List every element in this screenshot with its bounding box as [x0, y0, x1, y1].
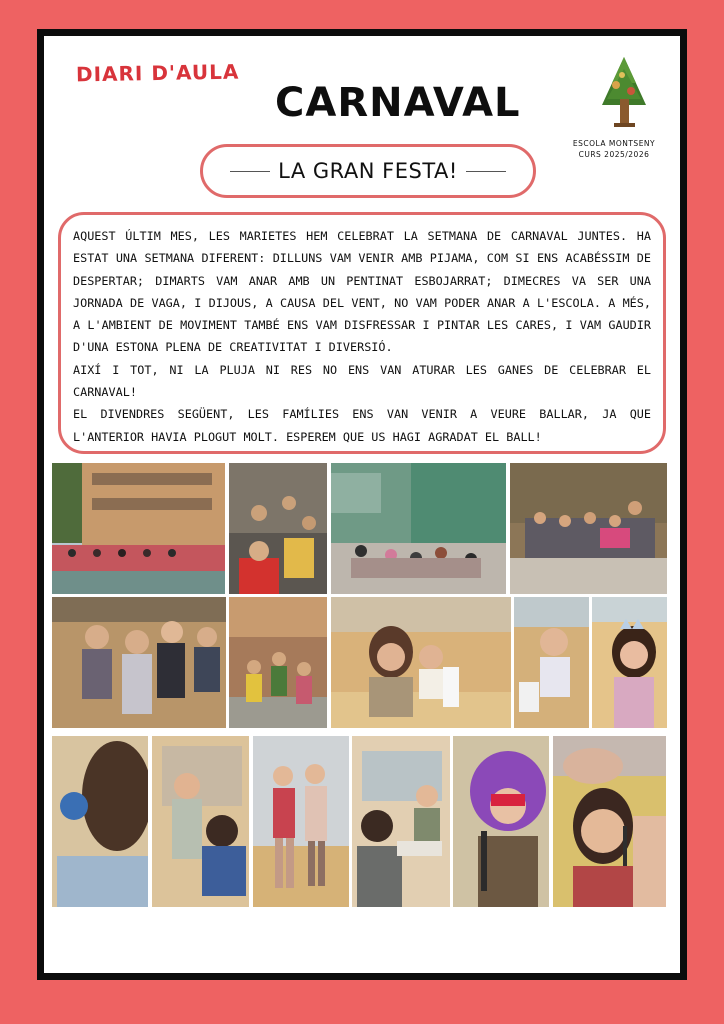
photo-child-purple-wig — [453, 736, 549, 907]
photo-kids-stone-wall — [510, 463, 667, 594]
body-paragraph-3: EL DIVENDRES SEGÜENT, LES FAMÍLIES ENS VAN VENIR A VEURE BALLAR, JA QUE L'ANTERIOR HAVIA PLOGUT MOLT. ESPEREM QUE US HAGI AGRADAT EL BALL! — [73, 407, 651, 444]
subtitle-left-rule — [230, 171, 270, 172]
photo-kids-corridor — [229, 597, 327, 728]
photo-boys-at-table — [352, 736, 450, 907]
photo-child-painted-face — [52, 736, 148, 907]
subtitle: LA GRAN FESTA! — [278, 159, 458, 183]
tree-logo-icon — [598, 55, 650, 131]
body-paragraph-1: AQUEST ÚLTIM MES, LES MARIETES HEM CELEBRAT LA SETMANA DE CARNAVAL JUNTES. HA ESTAT UNA SETMANA DIFERENT: DILLUNS VAM VENIR AMB PIJAMA, COM SI ENS ACABÉSSIM DE DESPERTAR; DIMARTS VAM ANAR AMB UN PENTINAT ESBOJARRAT; DIMECRES VA SER UNA JORNADA DE VAGA, I DIJOUS, A CAUSA DEL VENT, NO VAM PODER ANAR A L'ESCOLA. A MÉS, A L'AMBIENT DE MOVIMENT TAMBÉ ENS VAM DISFRESSAR I PINTAR LES CARES, I VAM GAUDIR D'UNA ESTONA PLENA DE CREATIVITAT I DIVERSIÓ. — [73, 229, 651, 355]
photo-child-mirror-face-paint — [514, 597, 589, 728]
photo-face-painting-mirror — [331, 597, 511, 728]
photo-two-girls-dressed — [253, 736, 349, 907]
photo-child-with-crown — [592, 597, 667, 728]
photo-kids-courtyard-wall — [331, 463, 506, 594]
diary-kicker: DIARI D'AULA — [75, 59, 240, 87]
photo-adult-face-painting — [553, 736, 666, 907]
subtitle-pill — [200, 144, 536, 198]
school-info — [566, 138, 662, 160]
photo-school-balcony — [52, 463, 225, 594]
photo-kids-seated-hall — [229, 463, 327, 594]
school-name: ESCOLA MONTSENY — [572, 139, 656, 148]
school-year: CURS 2025/2026 — [578, 150, 650, 159]
page-title: CARNAVAL — [275, 80, 521, 126]
subtitle-right-rule — [466, 171, 506, 172]
photo-kids-mask-mirror — [152, 736, 249, 907]
photo-kids-playground — [52, 597, 226, 728]
body-paragraph-2: AIXÍ I TOT, NI LA PLUJA NI RES NO ENS VAN ATURAR LES GANES DE CELEBRAR EL CARNAVAL! — [73, 362, 651, 400]
body-text-box — [58, 212, 666, 454]
